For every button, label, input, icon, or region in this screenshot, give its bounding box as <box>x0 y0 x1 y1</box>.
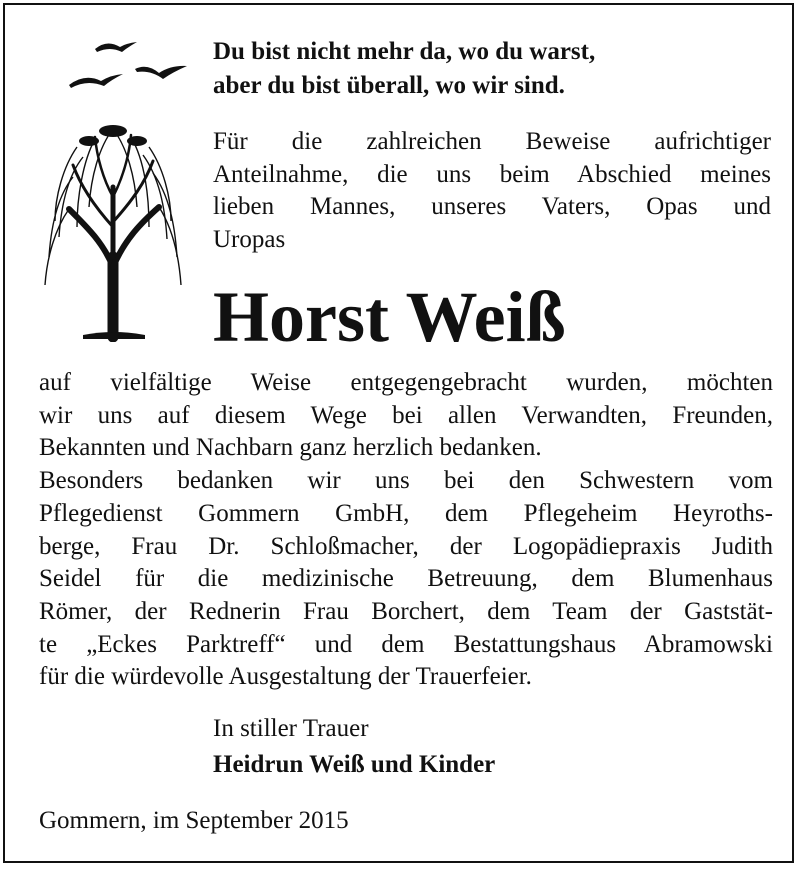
weeping-willow-tree-icon <box>33 117 193 342</box>
intro-line: Uropas <box>213 225 286 253</box>
body-line: Pflegedienst Gommern GmbH, dem Pflegeheim Heyroths- <box>39 499 773 527</box>
intro-line: Anteilnahme, die uns beim Abschied meines <box>213 160 771 188</box>
intro-text <box>213 126 771 256</box>
body-line: Besonders bedanken wir uns bei den Schwestern vom <box>39 467 773 495</box>
signature-block <box>213 711 773 783</box>
body-line: Bekannten und Nachbarn ganz herzlich bedanken. <box>39 434 542 462</box>
verse-line-2: aber du bist überall, wo wir sind. <box>213 72 565 99</box>
body-line: Seidel für die medizinische Betreuung, dem Blumenhaus <box>39 565 773 593</box>
body-line: auf vielfältige Weise entgegengebracht wurden, möchten <box>39 369 773 396</box>
obituary-card <box>3 3 794 863</box>
place-date: Gommern, im September 2015 <box>39 807 349 834</box>
deceased-name: Horst Weiß <box>213 277 566 357</box>
body-text <box>39 367 773 694</box>
body-line: Römer, der Rednerin Frau Borchert, dem Team der Gaststät- <box>39 597 773 625</box>
body-line: te „Eckes Parktreff“ und dem Bestattungshaus Abramowski <box>39 630 773 658</box>
flying-birds-icon <box>65 33 205 103</box>
body-line: für die würdevolle Ausgestaltung der Trauerfeier. <box>39 663 532 691</box>
intro-line: lieben Mannes, unseres Vaters, Opas und <box>213 193 771 220</box>
intro-line: Für die zahlreichen Beweise aufrichtiger <box>213 128 771 155</box>
body-line: wir uns auf diesem Wege bei allen Verwandten, Freunden, <box>39 401 773 429</box>
verse <box>213 35 783 103</box>
verse-line-1: Du bist nicht mehr da, wo du warst, <box>213 38 596 65</box>
signature-names: Heidrun Weiß und Kinder <box>213 751 496 778</box>
body-line: berge, Frau Dr. Schloßmacher, der Logopädiepraxis Judith <box>39 532 773 560</box>
signature-preface: In stiller Trauer <box>213 715 369 742</box>
